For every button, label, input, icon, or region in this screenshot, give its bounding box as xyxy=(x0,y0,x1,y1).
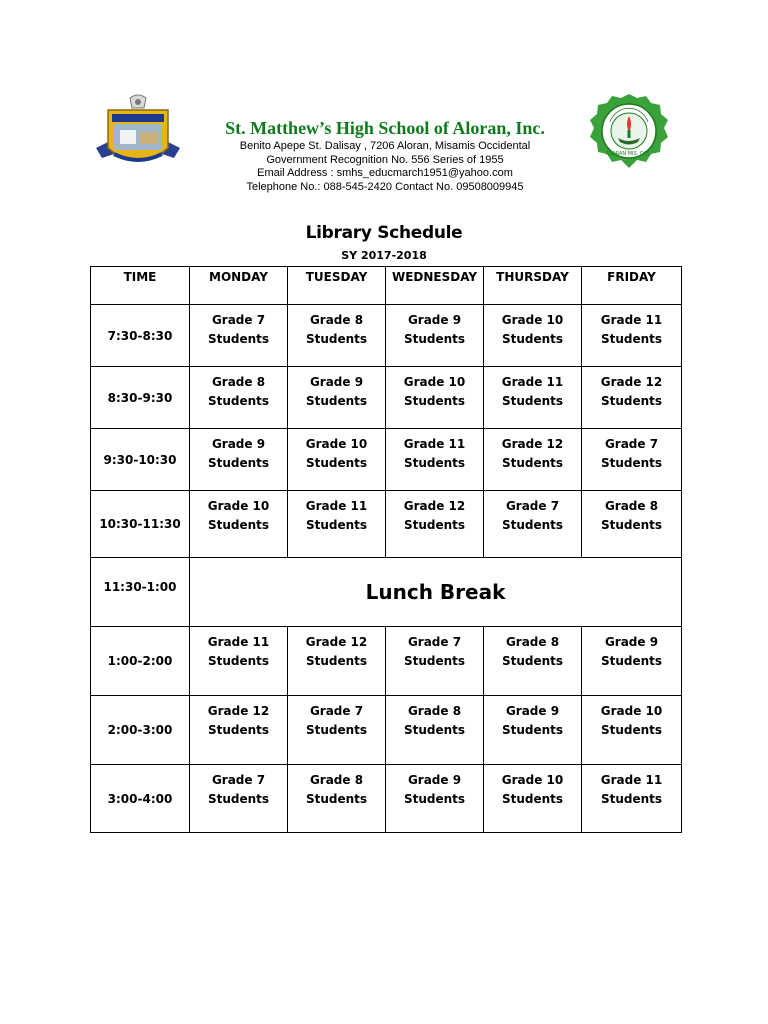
school-name: St. Matthew’s High School of Aloran, Inc. xyxy=(225,118,545,138)
lunch-break-label: Lunch Break xyxy=(190,558,682,627)
class-cell: Grade 8 Students xyxy=(386,696,484,765)
table-row xyxy=(91,491,682,558)
class-cell: Grade 7 Students xyxy=(288,696,386,765)
recognition-line: Government Recognition No. 556 Series of 1955 xyxy=(266,153,504,166)
lunch-row xyxy=(91,558,682,627)
table-row xyxy=(91,765,682,833)
class-cell: Grade 9 Students xyxy=(190,429,288,491)
class-cell: Grade 8 Students xyxy=(190,367,288,429)
time-cell: 9:30-10:30 xyxy=(91,429,190,491)
time-cell: 8:30-9:30 xyxy=(91,367,190,429)
right-seal-text: ALORAN MIS. OCC. xyxy=(605,151,653,157)
class-cell: Grade 11 Students xyxy=(386,429,484,491)
class-cell: Grade 7 Students xyxy=(190,305,288,367)
header-friday: FRIDAY xyxy=(582,267,682,305)
time-cell: 3:00-4:00 xyxy=(91,765,190,833)
class-cell: Grade 7 Students xyxy=(484,491,582,558)
class-cell: Grade 10 Students xyxy=(386,367,484,429)
class-cell: Grade 11 Students xyxy=(582,765,682,833)
class-cell: Grade 11 Students xyxy=(288,491,386,558)
time-cell: 1:00-2:00 xyxy=(91,627,190,696)
email-line: Email Address : smhs_educmarch1951@yahoo.com xyxy=(257,167,513,179)
time-cell: 7:30-8:30 xyxy=(91,305,190,367)
class-cell: Grade 8 Students xyxy=(484,627,582,696)
class-cell: Grade 8 Students xyxy=(288,765,386,833)
header-tuesday: TUESDAY xyxy=(288,267,386,305)
phone-line: Telephone No.: 088-545-2420 Contact No. 09508009945 xyxy=(246,180,524,193)
class-cell: Grade 7 Students xyxy=(582,429,682,491)
class-cell: Grade 7 Students xyxy=(386,627,484,696)
address-line: Benito Apepe St. Dalisay , 7206 Aloran, Misamis Occidental xyxy=(239,140,531,152)
class-cell: Grade 7 Students xyxy=(190,765,288,833)
class-cell: Grade 12 Students xyxy=(484,429,582,491)
header-thursday: THURSDAY xyxy=(484,267,582,305)
class-cell: Grade 8 Students xyxy=(582,491,682,558)
class-cell: Grade 12 Students xyxy=(190,696,288,765)
class-cell: Grade 10 Students xyxy=(190,491,288,558)
table-row xyxy=(91,367,682,429)
lunch-time-cell: 11:30-1:00 xyxy=(91,558,190,627)
class-cell: Grade 9 Students xyxy=(386,305,484,367)
class-cell: Grade 11 Students xyxy=(190,627,288,696)
class-cell: Grade 9 Students xyxy=(288,367,386,429)
header-wednesday: WEDNESDAY xyxy=(386,267,484,305)
school-address-block xyxy=(190,140,580,194)
class-cell: Grade 12 Students xyxy=(386,491,484,558)
header-monday: MONDAY xyxy=(190,267,288,305)
class-cell: Grade 11 Students xyxy=(484,367,582,429)
class-cell: Grade 10 Students xyxy=(582,696,682,765)
table-row xyxy=(91,429,682,491)
class-cell: Grade 10 Students xyxy=(288,429,386,491)
library-schedule-table xyxy=(90,266,682,833)
class-cell: Grade 8 Students xyxy=(288,305,386,367)
table-row xyxy=(91,627,682,696)
class-cell: Grade 10 Students xyxy=(484,765,582,833)
table-row xyxy=(91,696,682,765)
table-header-row xyxy=(91,267,682,305)
school-year: SY 2017-2018 xyxy=(341,249,427,262)
class-cell: Grade 9 Students xyxy=(582,627,682,696)
left-school-crest-icon xyxy=(94,92,182,172)
right-school-seal-icon xyxy=(588,92,670,172)
header-time: TIME xyxy=(91,267,190,305)
time-cell: 2:00-3:00 xyxy=(91,696,190,765)
class-cell: Grade 10 Students xyxy=(484,305,582,367)
class-cell: Grade 9 Students xyxy=(386,765,484,833)
class-cell: Grade 9 Students xyxy=(484,696,582,765)
class-cell: Grade 12 Students xyxy=(582,367,682,429)
time-cell: 10:30-11:30 xyxy=(91,491,190,558)
schedule-title: Library Schedule xyxy=(305,223,463,243)
table-row xyxy=(91,305,682,367)
class-cell: Grade 12 Students xyxy=(288,627,386,696)
class-cell: Grade 11 Students xyxy=(582,305,682,367)
